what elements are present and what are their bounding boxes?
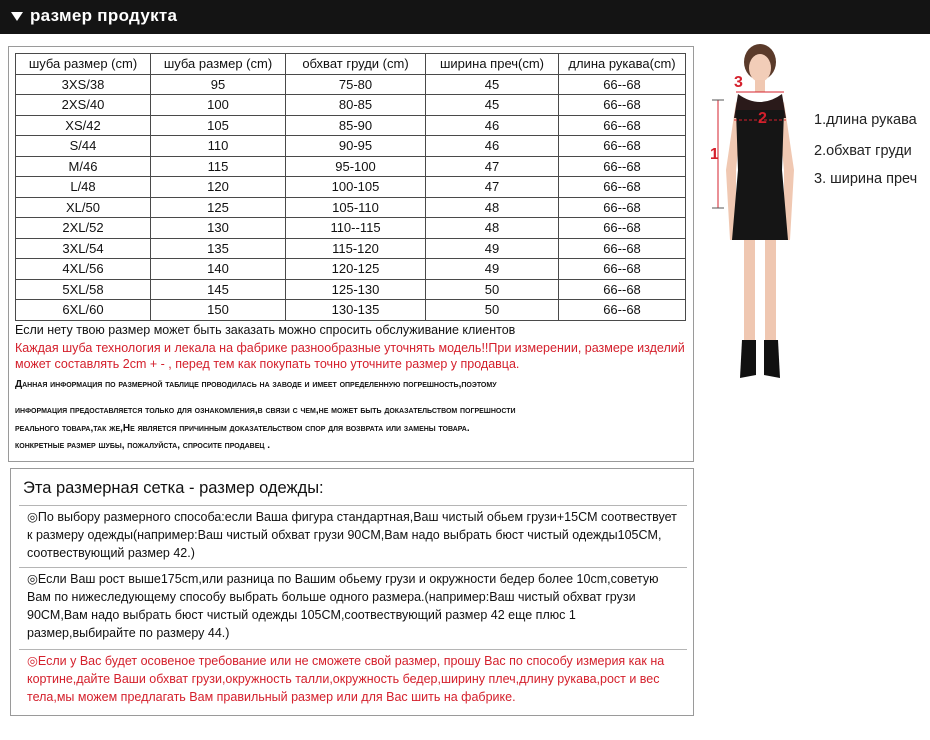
size-table-panel	[8, 46, 694, 462]
table-cell: 95-100	[286, 156, 426, 177]
table-cell: 48	[426, 197, 559, 218]
table-cell: 2XL/52	[16, 218, 151, 239]
table-cell: 66--68	[559, 218, 686, 239]
table-cell: 130-135	[286, 300, 426, 321]
column-header: обхват груди (cm)	[286, 54, 426, 75]
guide-paragraph-2	[19, 567, 687, 642]
measure-mark-2: 2	[758, 110, 767, 127]
column-header: ширина преч(cm)	[426, 54, 559, 75]
table-cell: 125-130	[286, 279, 426, 300]
table-cell: 66--68	[559, 238, 686, 259]
column-header: шуба размер (cm)	[16, 54, 151, 75]
table-cell: 47	[426, 156, 559, 177]
table-cell: 150	[151, 300, 286, 321]
table-row	[16, 197, 686, 218]
table-cell: 140	[151, 259, 286, 280]
table-cell: 75-80	[286, 74, 426, 95]
table-cell: 66--68	[559, 136, 686, 157]
model-illustration	[700, 40, 820, 390]
table-cell: 85-90	[286, 115, 426, 136]
table-cell: 120	[151, 177, 286, 198]
table-row	[16, 300, 686, 321]
table-cell: 45	[426, 95, 559, 116]
table-cell: XS/42	[16, 115, 151, 136]
table-cell: 110	[151, 136, 286, 157]
table-cell: 125	[151, 197, 286, 218]
table-cell: 66--68	[559, 279, 686, 300]
table-cell: 2XS/40	[16, 95, 151, 116]
note-disclaimer-2: информация предоставляется только для ознакомления,в связи с чем,не может быть доказательством погрешности	[15, 405, 516, 416]
table-cell: 110--115	[286, 218, 426, 239]
guide-paragraph-1	[19, 505, 687, 562]
table-cell: L/48	[16, 177, 151, 198]
table-cell: XL/50	[16, 197, 151, 218]
table-cell: 66--68	[559, 300, 686, 321]
table-cell: 46	[426, 115, 559, 136]
table-row	[16, 115, 686, 136]
table-cell: 115-120	[286, 238, 426, 259]
table-cell: 49	[426, 259, 559, 280]
guide-paragraph-2-text: ◎Если Ваш рост выше175cm,или разница по Вашим обьему грузи и окружности бедер более 10cm,советую Вам по нижеследующему способу выбрать больше одного размера.(например:Ваш чистый обхват грузи 90CM,Вам надо выбрать бюст чистый одежды 105CM,соотвествующий размер 42 еще плюс 1 размер,выбирайте по размеру 44.)	[27, 572, 659, 640]
table-cell: 100	[151, 95, 286, 116]
measure-mark-1: 1	[710, 146, 719, 163]
table-cell: 45	[426, 74, 559, 95]
table-cell: 47	[426, 177, 559, 198]
table-cell: 50	[426, 279, 559, 300]
table-row	[16, 95, 686, 116]
table-cell: 115	[151, 156, 286, 177]
table-cell: 46	[426, 136, 559, 157]
table-cell: 50	[426, 300, 559, 321]
model-figure	[700, 40, 930, 390]
table-cell: 90-95	[286, 136, 426, 157]
table-cell: 66--68	[559, 177, 686, 198]
table-row	[16, 238, 686, 259]
table-cell: 3XS/38	[16, 74, 151, 95]
table-cell: 145	[151, 279, 286, 300]
triangle-down-icon	[11, 12, 23, 21]
guide-paragraph-3	[19, 649, 687, 706]
header-bar	[0, 0, 930, 34]
table-cell: 3XL/54	[16, 238, 151, 259]
measure-mark-3: 3	[734, 74, 743, 91]
legend-shoulder-width: 3. ширина преч	[814, 171, 918, 187]
table-cell: 48	[426, 218, 559, 239]
legend-chest: 2.обхват груди	[814, 143, 912, 159]
table-cell: 80-85	[286, 95, 426, 116]
table-cell: 66--68	[559, 95, 686, 116]
note-disclaimer-1: Данная информация по размерной таблице проводилась на заводе и имеет определенную погрешность,поэтому	[15, 379, 497, 390]
table-row	[16, 136, 686, 157]
size-guide-panel	[10, 468, 694, 716]
note-disclaimer-4: конкретные размер шубы, пожалуйста, спросите продавец .	[15, 440, 271, 451]
guide-paragraph-3-text: ◎Если у Вас будет осовеное требование или не сможете свой размер, прошу Вас по способу измерия как на кортине,дайте Ваши обхват грузи,окружность талли,окружность бедер,ширину плеч,длину рукава,рост и вес тела,мы можем предлагать Вам правильный размер или для Вас шить на фабрике.	[27, 654, 665, 704]
legend-sleeve-length: 1.длина рукава	[814, 112, 917, 128]
table-cell: 66--68	[559, 115, 686, 136]
table-cell: 6XL/60	[16, 300, 151, 321]
table-row	[16, 279, 686, 300]
table-row	[16, 156, 686, 177]
header-title: размер продукта	[30, 6, 178, 25]
table-header-row	[16, 54, 686, 75]
table-row	[16, 177, 686, 198]
table-cell: 66--68	[559, 156, 686, 177]
table-cell: S/44	[16, 136, 151, 157]
table-row	[16, 74, 686, 95]
table-cell: 4XL/56	[16, 259, 151, 280]
table-cell: M/46	[16, 156, 151, 177]
note-contact: Если нету твою размер может быть заказать можно спросить обслуживание клиентов	[15, 323, 516, 337]
table-cell: 95	[151, 74, 286, 95]
table-row	[16, 259, 686, 280]
table-cell: 5XL/58	[16, 279, 151, 300]
table-row	[16, 218, 686, 239]
column-header: шуба размер (cm)	[151, 54, 286, 75]
table-cell: 120-125	[286, 259, 426, 280]
guide-title: Эта размерная сетка - размер одежды:	[23, 479, 324, 497]
guide-paragraph-1-text: ◎По выбору размерного способа:если Ваша фигура стандартная,Ваш чистый обьем грузи+15CM соотвествует к размеру одежды(например:Ваш чистый обхват грузи 90CM,Вам надо выбрать бюст чистый одежды105CM, соотвествующий размер 42.)	[27, 510, 677, 560]
note-disclaimer-3: реального товара,так же,Не является причинным доказательством спор для возврата или замены товара.	[15, 423, 470, 434]
table-cell: 105	[151, 115, 286, 136]
column-header: длина рукава(cm)	[559, 54, 686, 75]
table-cell: 135	[151, 238, 286, 259]
note-warning: Каждая шуба технология и лекала на фабрике разнообразные уточнять модель!!При измерении, размере изделий может составлять 2cm + - , перед тем как покупать точно уточните размер у продавца.	[15, 341, 685, 371]
table-cell: 66--68	[559, 74, 686, 95]
size-table	[15, 53, 686, 321]
table-cell: 66--68	[559, 259, 686, 280]
table-cell: 105-110	[286, 197, 426, 218]
table-cell: 66--68	[559, 197, 686, 218]
table-cell: 130	[151, 218, 286, 239]
table-cell: 49	[426, 238, 559, 259]
table-cell: 100-105	[286, 177, 426, 198]
